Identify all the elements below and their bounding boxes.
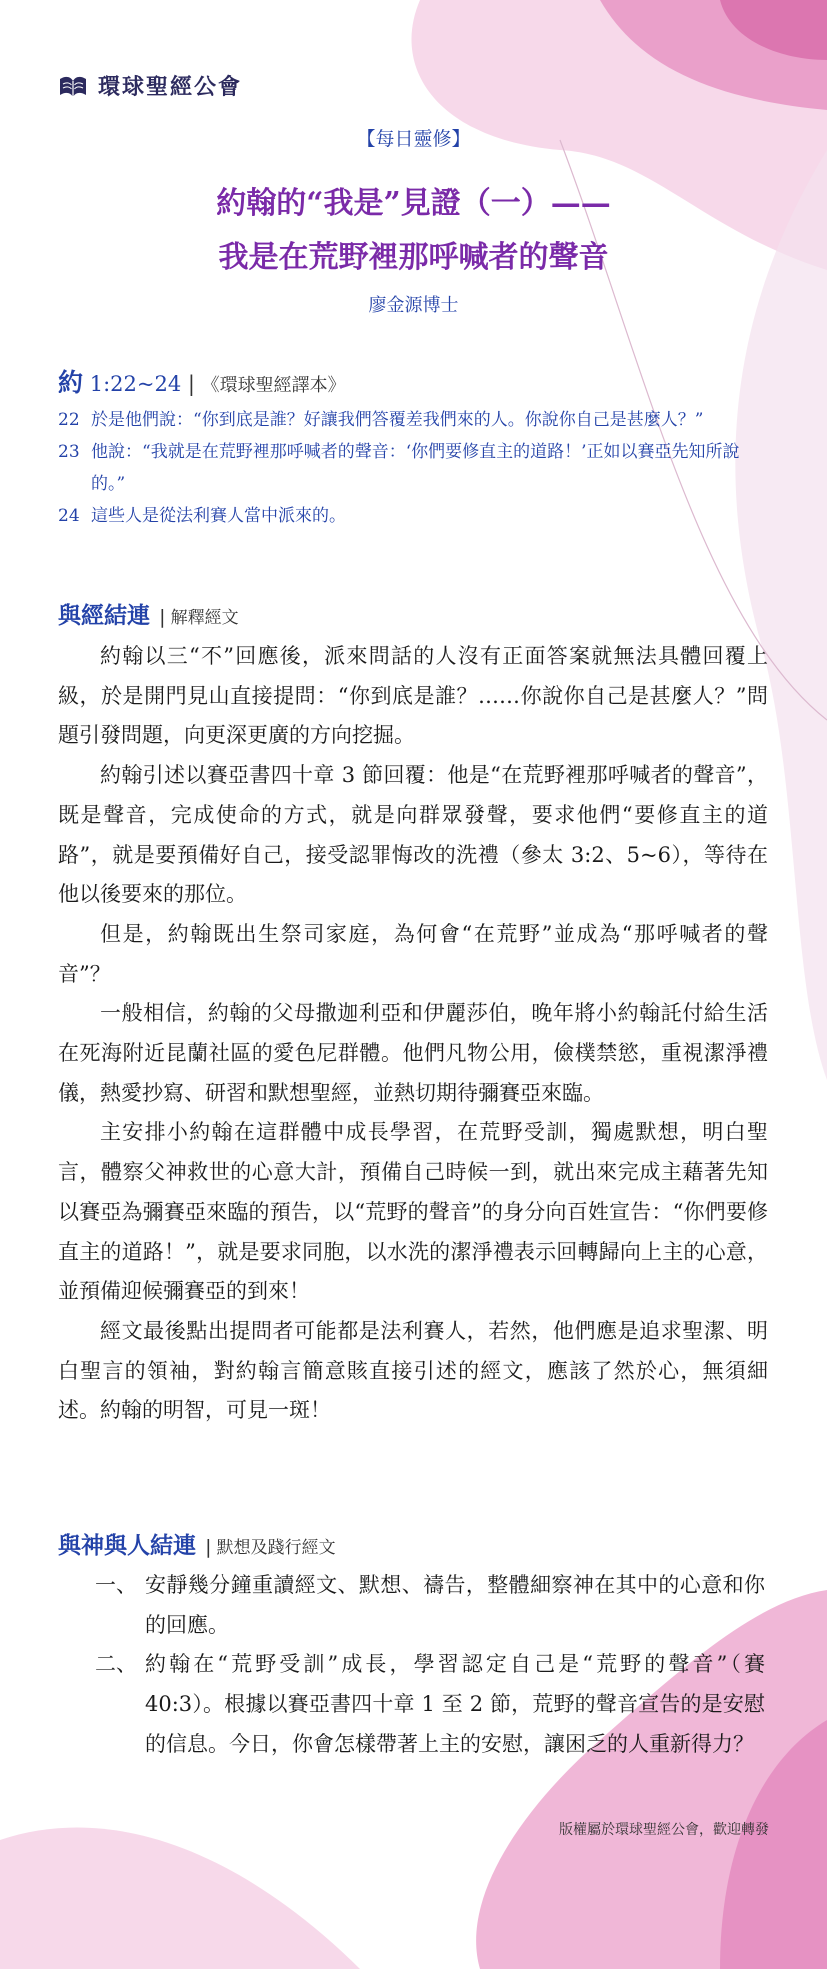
list-item xyxy=(95,1645,765,1764)
section-heading-reflection xyxy=(58,1527,336,1560)
section-separator: | xyxy=(159,606,166,628)
list-number: 二、 xyxy=(95,1652,137,1677)
page-title-line2: 我是在荒野裡那呼喊者的聲音 xyxy=(218,240,609,275)
paragraph: 一般相信，約翰的父母撒迦利亞和伊麗莎伯，晚年將小約翰託付給生活在死海附近昆蘭社區的愛色尼群體。他們凡物公用，儉樸禁慾，重視潔淨禮儀，熱愛抄寫、研習和默想聖經，並熱切期待彌賽亞來臨。 xyxy=(58,1001,768,1105)
page-title-line1: 約翰的“我是”見證（一）—— xyxy=(216,186,611,221)
section-title: 與神與人結連 xyxy=(58,1532,196,1559)
paragraph: 但是，約翰既出生祭司家庭，為何會“在荒野”並成為“那呼喊者的聲音”？ xyxy=(58,921,768,986)
verse-number: 23 xyxy=(58,442,80,462)
book-logo-icon xyxy=(58,73,88,99)
verse-text: 這些人是從法利賽人當中派來的。 xyxy=(91,506,346,526)
verse-text: 他說：“我就是在荒野裡那呼喊者的聲音：‘你們要修直主的道路！’正如以賽亞先知所說的。” xyxy=(91,442,740,494)
section-subtitle: 默想及踐行經文 xyxy=(216,1538,336,1558)
paragraph: 約翰以三“不”回應後，派來問話的人沒有正面答案就無法具體回覆上級，於是開門見山直接提問：“你到底是誰？……你說你自己是甚麼人？”問題引發問題，向更深更廣的方向挖掘。 xyxy=(58,644,768,748)
category-label: 【每日靈修】 xyxy=(356,128,471,150)
verse-text: 於是他們說：“你到底是誰？好讓我們答覆差我們來的人。你說你自己是甚麼人？” xyxy=(91,410,704,430)
verse-list xyxy=(58,404,773,532)
scripture-translation: 《環球聖經譯本》 xyxy=(201,375,346,396)
list-number: 一、 xyxy=(95,1573,137,1597)
list-item xyxy=(95,1566,765,1645)
scripture-book: 約 xyxy=(58,368,84,397)
verse-number: 24 xyxy=(58,506,80,526)
scripture-separator: | xyxy=(187,372,195,396)
paragraph: 約翰引述以賽亞書四十章 3 節回覆：他是“在荒野裡那呼喊者的聲音”，既是聲音，完成使命的方式，就是向群眾發聲，要求他們“要修直主的道路”，就是要預備好自己，接受認罪悔改的洗禮（參太 3:2、5~6），等待在他以後要來的那位。 xyxy=(58,763,768,907)
paragraph: 經文最後點出提問者可能都是法利賽人，若然，他們應是追求聖潔、明白聖言的領袖，對約翰言簡意賅直接引述的經文，應該了然於心，無須細述。約翰的明智，可見一斑！ xyxy=(58,1318,768,1423)
verse-number: 22 xyxy=(58,410,80,430)
logo xyxy=(58,70,242,101)
list-text: 安靜幾分鐘重讀經文、默想、禱告，整體細察神在其中的心意和你的回應。 xyxy=(145,1573,765,1637)
verse-item xyxy=(58,436,773,500)
section-separator: | xyxy=(205,1536,212,1558)
interpretation-body xyxy=(58,637,768,1431)
section-heading-interpretation xyxy=(58,597,239,630)
section-subtitle: 解釋經文 xyxy=(170,608,239,628)
verse-item xyxy=(58,500,773,532)
copyright-notice: 版權屬於環球聖經公會，歡迎轉發 xyxy=(559,1822,769,1838)
verse-item xyxy=(58,404,773,436)
reflection-list xyxy=(95,1566,765,1765)
scripture-range: 1:22~24 xyxy=(89,372,182,396)
list-text: 約翰在“荒野受訓”成長，學習認定自己是“荒野的聲音”（賽 40:3）。根據以賽亞書四十章 1 至 2 節，荒野的聲音宣告的是安慰的信息。今日，你會怎樣帶著上主的安慰，讓困乏的人重新得力？ xyxy=(145,1652,765,1756)
author: 廖金源博士 xyxy=(368,295,459,316)
paragraph: 主安排小約翰在這群體中成長學習，在荒野受訓，獨處默想，明白聖言，體察父神救世的心意大計，預備自己時候一到，就出來完成主藉著先知以賽亞為彌賽亞來臨的預告，以“荒野的聲音”的身分向百姓宣告：“你們要修直主的道路！”，就是要求同胞，以水洗的潔淨禮表示回轉歸向上主的心意，並預備迎候彌賽亞的到來！ xyxy=(58,1120,768,1304)
section-title: 與經結連 xyxy=(58,602,150,629)
logo-text: 環球聖經公會 xyxy=(98,75,243,100)
scripture-reference xyxy=(58,363,346,399)
